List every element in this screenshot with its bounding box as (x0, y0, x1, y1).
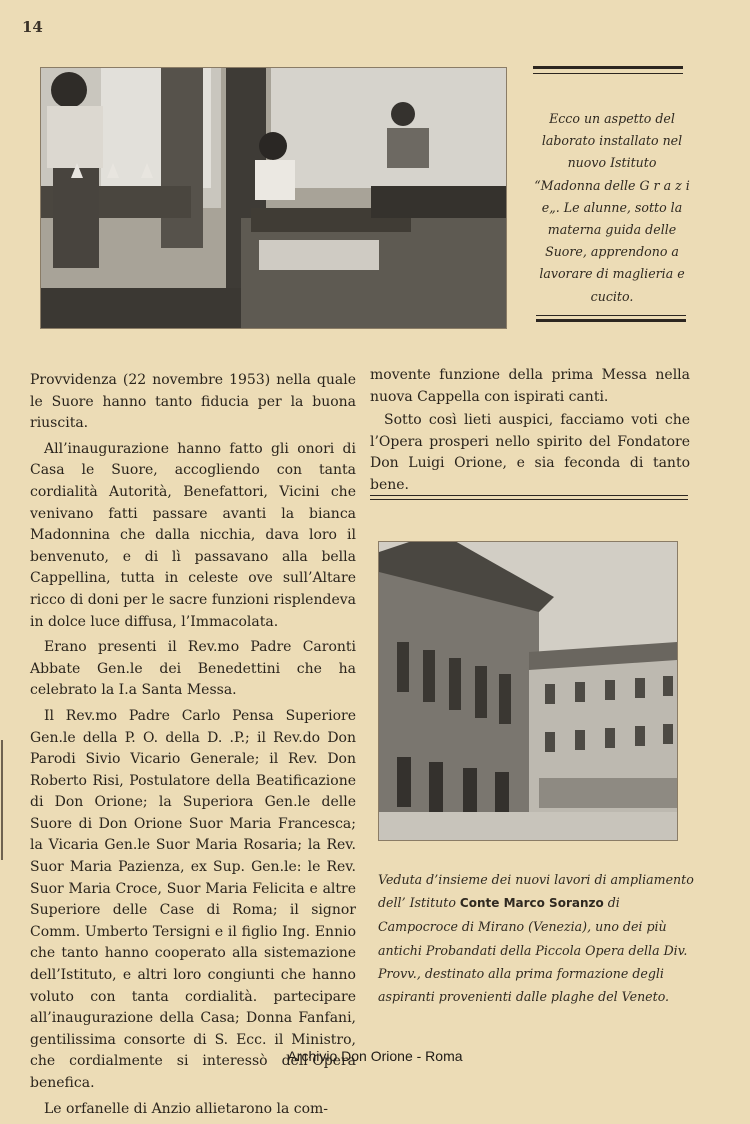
page-number: 14 (22, 18, 43, 36)
workshop-photo-drawing (41, 68, 506, 328)
scan-edge-mark (1, 740, 3, 860)
article-left-column (30, 370, 356, 1124)
building-caption-text-end: di Campocroce di Mirano (Venezia), uno dei più antichi Probandati della Piccola Opera della Div. Provv., destinato alla prima formazione degli aspiranti provenienti dalle plaghe del Veneto. (378, 895, 688, 1005)
top-caption-rule-upper-thin (533, 73, 683, 74)
building-photo-drawing (379, 542, 677, 840)
article-paragraph: Erano presenti il Rev.mo Padre Caronti Abbate Gen.le dei Benedettini che ha celebrato la I.a Santa Messa. (30, 639, 356, 699)
building-caption-text: Veduta d’insieme dei nuovi lavori di ampliamento dell’ Istituto (378, 872, 694, 911)
workshop-photo (40, 67, 507, 329)
article-paragraph: Le orfanelle di Anzio allietarono la com- (44, 1100, 329, 1117)
article-paragraph: All’inaugurazione hanno fatto gli onori di Casa le Suore, accogliendo con tanta cordialità Autorità, Benefattori, Vicini che venivano fatti passare avanti la bianca Madonnina che dalla nicchia, dava loro il benvenuto, e di lì passavano alla bella Cappellina, tutta in celeste ove sull’Altare ricco di doni per le sacre funzioni risplendeva in dolce luce diffusa, l’Immacolata. (30, 440, 356, 630)
article-end-rule-thin (370, 495, 688, 496)
article-paragraph: Sotto così lieti auspici, facciamo voti che l’Opera prosperi nello spirito del Fondatore Don Luigi Orione, e sia feconda di tanto bene. (370, 412, 690, 493)
workshop-photo-caption: Ecco un aspetto del laborato installato nel nuovo Istituto “Madonna delle G r a z i e„. Le alunne, sotto la materna guida delle Suore, apprendono a lavorare di maglieria e cucito. (534, 111, 690, 304)
archive-footer: Archivio Don Orione - Roma (287, 1048, 463, 1064)
article-end-rule (370, 499, 688, 500)
article-paragraph: Provvidenza (22 novembre 1953) nella quale le Suore hanno tanto fiducia per la buona riuscita. (30, 372, 356, 432)
building-caption-institute-name: Conte Marco Soranzo (459, 896, 604, 911)
article-right-column (370, 365, 690, 499)
article-paragraph: Il Rev.mo Padre Carlo Pensa Superiore Gen.le della P. O. della D. .P.; il Rev.do Don Parodi Sivio Vicario Generale; il Rev. Don Roberto Risi, Postulatore della Beatificazione di Don Orione; la Superiora Gen.le delle Suore di Don Orione Suor Maria Francesca; la Vicaria Gen.le Suor Maria Rosaria; la Rev. Suor Maria Pazienza, ex Sup. Gen.le: le Rev. Suor Maria Croce, Suor Maria Felicita e altre Superiore delle Case di Roma; il signor Comm. Umberto Tersigni e il figlio Ing. Ennio che tanto hanno cooperato alla sistemazione dell’Istituto, e altri loro congiunti che hanno voluto con tanta cordialità. partecipare all’inaugurazione della Casa; Donna Fanfani, gentilissima consorte di S. Ecc. il Ministro, che cordialmente si interessò dell’Opera benefica. (30, 707, 356, 1091)
building-photo-caption (378, 868, 696, 1008)
top-caption-rule-upper (533, 66, 683, 69)
top-caption-rule-lower-thin (536, 315, 686, 316)
article-paragraph: movente funzione della prima Messa nella nuova Cappella con ispirati canti. (370, 367, 690, 405)
building-photo (378, 541, 678, 841)
top-caption-rule-lower (536, 319, 686, 322)
